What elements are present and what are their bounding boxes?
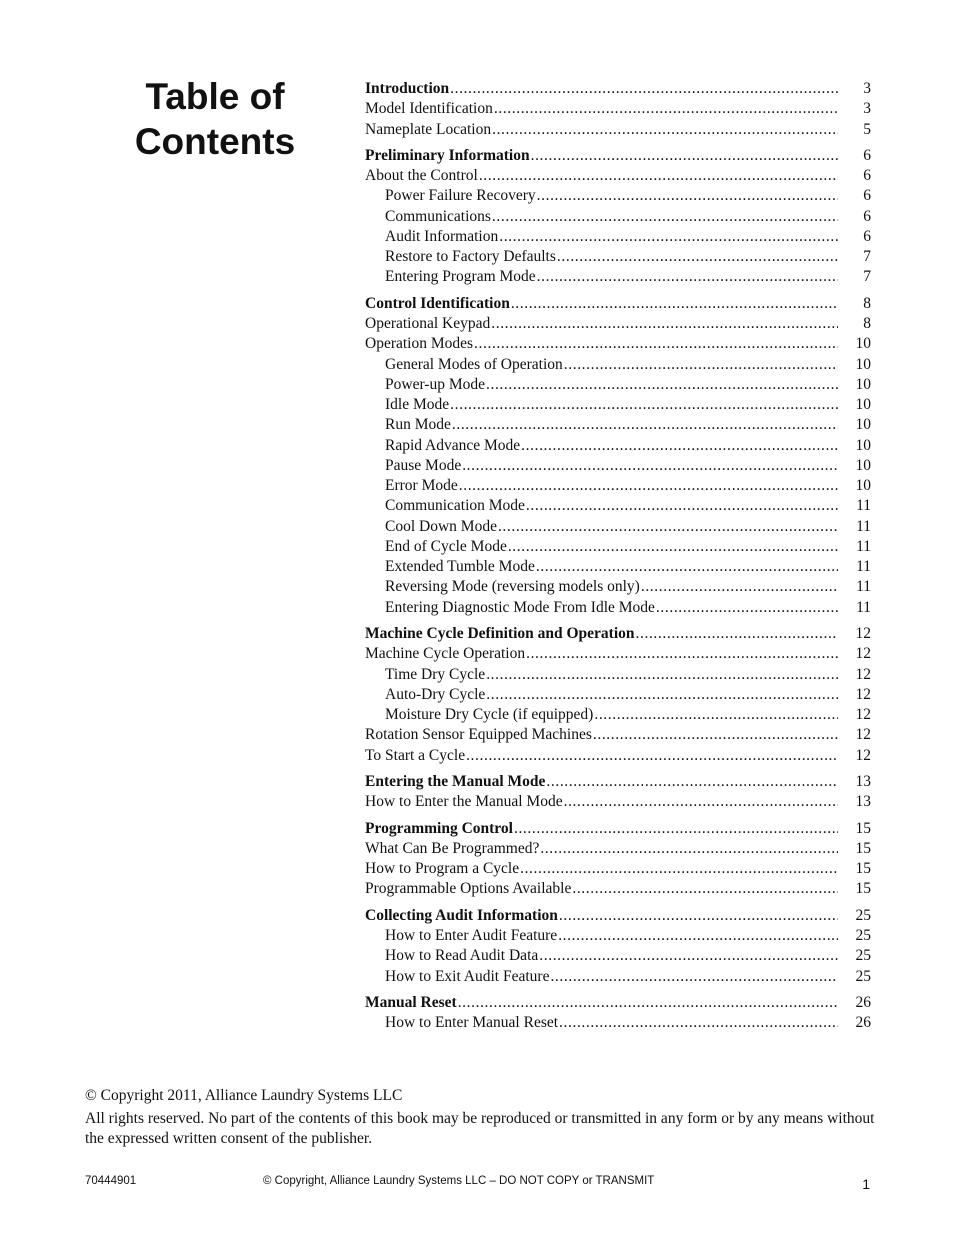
toc-entry[interactable] [365,537,871,557]
dot-leader [494,99,838,119]
toc-entry-label: Operation Modes [365,335,474,353]
dot-leader [479,166,838,186]
dot-leader [450,395,838,415]
toc-entry[interactable] [365,436,871,456]
toc-entry-page: 15 [855,880,871,898]
toc-entry-label: Manual Reset [365,994,457,1012]
toc-entry-page: 7 [863,248,871,266]
toc-entry[interactable] [365,456,871,476]
toc-entry-label: Pause Mode [385,456,462,474]
dot-leader [641,577,838,597]
toc-entry-label: What Can Be Programmed? [365,839,540,857]
toc-entry-page: 6 [863,207,871,225]
page-number: 1 [862,1176,870,1192]
dot-leader [572,879,838,899]
toc-entry-label: How to Enter Audit Feature [385,927,558,945]
dot-leader [594,705,838,725]
dot-leader [531,146,838,166]
toc-entry-label: Error Mode [385,477,458,495]
toc-entry[interactable] [365,839,871,859]
toc-entry-label: Restore to Factory Defaults [385,248,556,266]
toc-entry-label: General Modes of Operation [385,355,563,373]
toc-entry-label: Reversing Mode (reversing models only) [385,578,640,596]
toc-entry[interactable] [365,577,871,597]
dot-leader [491,314,838,334]
toc-entry-label: Entering Program Mode [385,268,536,286]
dot-leader [558,926,838,946]
toc-entry-label: Rapid Advance Mode [385,436,521,454]
toc-entry-page: 26 [855,994,871,1012]
toc-entry-label: Nameplate Location [365,120,492,138]
copyright-line: © Copyright 2011, Alliance Laundry Systems LLC [85,1087,403,1104]
dot-leader [520,859,838,879]
dot-leader [498,517,838,537]
toc-entry-label: How to Enter Manual Reset [385,1014,559,1032]
toc-entry[interactable] [365,746,871,766]
toc-entry-page: 10 [855,375,871,393]
dot-leader [526,496,838,516]
toc-entry-page: 11 [856,598,871,616]
toc-entry-label: Introduction [365,80,450,97]
toc-section [365,624,871,766]
toc-section-heading[interactable] [365,906,871,926]
toc-entry[interactable] [365,557,871,577]
dot-leader [452,415,838,435]
toc-entry-page: 12 [855,625,871,643]
toc-entry-page: 6 [863,227,871,245]
toc-entry-page: 11 [856,558,871,576]
dot-leader [636,624,838,644]
toc-entry[interactable] [365,227,871,247]
toc-entry-page: 15 [855,860,871,878]
dot-leader [492,207,838,227]
toc-entry-label: Auto-Dry Cycle [385,685,486,703]
toc-entry-page: 8 [863,315,871,333]
dot-leader [593,725,838,745]
dot-leader [486,665,838,685]
toc-entry-page: 26 [855,1014,871,1032]
toc-section-heading[interactable] [365,79,871,99]
toc-section-heading[interactable] [365,993,871,1013]
toc-entry-label: Power Failure Recovery [385,187,536,205]
rights-statement: All rights reserved. No part of the contents of this book may be reproduced or transmitted in any form or by any means without the expressed written consent of the publisher. [85,1110,875,1147]
dot-leader [492,120,838,140]
copyright-notice [85,1086,875,1149]
toc-entry[interactable] [365,967,871,987]
dot-leader [546,772,838,792]
toc-entry-page: 10 [855,477,871,495]
toc-entry[interactable] [365,355,871,375]
toc-entry-page: 11 [856,537,871,555]
toc-entry-label: Run Mode [385,416,451,434]
dot-leader [564,792,838,812]
dot-leader [511,294,838,314]
toc-entry-label: Model Identification [365,100,493,118]
toc-entry-label: Operational Keypad [365,315,491,333]
toc-entry[interactable] [365,644,871,664]
toc-entry[interactable] [365,314,871,334]
toc-entry-label: How to Program a Cycle [365,860,520,878]
toc-entry[interactable] [365,334,871,354]
toc-section-heading[interactable] [365,624,871,644]
dot-leader [536,557,838,577]
toc-entry-page: 25 [855,927,871,945]
dot-leader [559,1013,838,1033]
toc-entry-label: How to Enter the Manual Mode [365,793,563,811]
dot-leader [537,186,838,206]
dot-leader [656,598,838,618]
toc-entry-page: 12 [855,726,871,744]
toc-entry-label: Idle Mode [385,396,450,414]
toc-entry-page: 25 [855,906,871,924]
toc-entry[interactable] [365,946,871,966]
toc-entry-page: 12 [855,706,871,724]
toc-entry-label: Machine Cycle Definition and Operation [365,625,635,643]
toc-entry-label: How to Exit Audit Feature [385,967,550,985]
dot-leader [450,79,838,99]
toc-entry-label: Time Dry Cycle [385,665,486,683]
title-line-1: Table of [145,76,285,117]
dot-leader [466,746,838,766]
toc-entry-label: How to Read Audit Data [385,947,539,965]
toc-entry-label: End of Cycle Mode [385,537,507,555]
dot-leader [499,227,838,247]
toc-entry-page: 11 [856,517,871,535]
toc-section [365,819,871,900]
toc-entry-label: Entering the Manual Mode [365,773,546,790]
toc-entry[interactable] [365,166,871,186]
toc-section [365,772,871,813]
toc-entry-page: 15 [855,819,871,837]
dot-leader [526,644,838,664]
toc-entry-label: Entering Diagnostic Mode From Idle Mode [385,598,655,616]
toc-entry-page: 12 [855,746,871,764]
toc-section [365,906,871,987]
toc-entry-page: 11 [856,497,871,515]
toc-entry[interactable] [365,247,871,267]
toc-entry-page: 11 [856,578,871,596]
toc-section [365,294,871,618]
dot-leader [514,819,838,839]
toc-entry[interactable] [365,375,871,395]
page-title [100,74,330,164]
toc-entry-label: Power-up Mode [385,375,485,393]
dot-leader [474,334,838,354]
toc-section [365,79,871,140]
toc-entry[interactable] [365,879,871,899]
dot-leader [537,267,838,287]
dot-leader [458,993,838,1013]
toc-section [365,146,871,288]
toc-entry-page: 7 [863,268,871,286]
toc-entry-page: 10 [855,436,871,454]
toc-entry-page: 15 [855,839,871,857]
toc-entry-page: 8 [863,294,871,312]
toc-entry[interactable] [365,415,871,435]
toc-entry[interactable] [365,120,871,140]
toc-entry-label: Collecting Audit Information [365,906,558,924]
dot-leader [557,247,838,267]
toc-entry-label: Programmable Options Available [365,880,572,898]
toc-section-heading[interactable] [365,819,871,839]
toc-entry-page: 6 [863,146,871,164]
toc-entry-page: 10 [855,416,871,434]
toc-entry[interactable] [365,665,871,685]
dot-leader [521,436,838,456]
toc-section-heading[interactable] [365,146,871,166]
dot-leader [459,476,838,496]
dot-leader [462,456,838,476]
dot-leader [564,355,838,375]
toc-entry[interactable] [365,792,871,812]
toc-entry[interactable] [365,725,871,745]
toc-entry-page: 12 [855,645,871,663]
toc-entry-label: Communications [385,207,491,225]
toc-entry-label: Cool Down Mode [385,517,497,535]
toc-entry-page: 5 [863,120,871,138]
dot-leader [540,839,838,859]
toc-entry-label: Audit Information [385,227,499,245]
dot-leader [486,685,838,705]
toc-entry-label: Preliminary Information [365,146,530,164]
toc-section-heading[interactable] [365,294,871,314]
table-of-contents [365,79,871,1040]
dot-leader [550,967,838,987]
toc-entry-page: 10 [855,396,871,414]
toc-entry[interactable] [365,267,871,287]
toc-entry-label: About the Control [365,167,478,185]
toc-entry[interactable] [365,517,871,537]
dot-leader [486,375,838,395]
toc-entry-page: 3 [863,80,871,97]
document-number: 70444901 [85,1175,137,1187]
title-line-2: Contents [134,121,296,162]
toc-entry[interactable] [365,685,871,705]
toc-entry-label: Programming Control [365,819,513,837]
toc-entry[interactable] [365,395,871,415]
toc-entry-label: Rotation Sensor Equipped Machines [365,726,592,744]
toc-entry[interactable] [365,705,871,725]
toc-entry-label: Control Identification [365,294,510,312]
toc-entry[interactable] [365,1013,871,1033]
toc-entry-label: Moisture Dry Cycle (if equipped) [385,706,594,724]
toc-entry[interactable] [365,859,871,879]
toc-entry-page: 13 [855,773,871,790]
dot-leader [539,946,838,966]
toc-entry[interactable] [365,99,871,119]
toc-entry-label: Communication Mode [385,497,525,515]
toc-entry-page: 6 [863,187,871,205]
toc-entry-page: 6 [863,167,871,185]
toc-entry-page: 10 [855,456,871,474]
toc-entry-page: 3 [863,100,871,118]
toc-entry-page: 25 [855,947,871,965]
toc-entry-page: 10 [855,335,871,353]
toc-entry[interactable] [365,598,871,618]
toc-entry-label: To Start a Cycle [365,746,466,764]
toc-section [365,993,871,1034]
toc-entry-page: 25 [855,967,871,985]
toc-entry-page: 13 [855,793,871,811]
toc-entry[interactable] [365,926,871,946]
footer-copyright-notice: © Copyright, Alliance Laundry Systems LLC – DO NOT COPY or TRANSMIT [263,1175,655,1187]
toc-entry[interactable] [365,476,871,496]
toc-entry-page: 12 [855,665,871,683]
toc-entry[interactable] [365,207,871,227]
toc-section-heading[interactable] [365,772,871,792]
page-footer [85,1172,870,1196]
toc-entry-label: Machine Cycle Operation [365,645,526,663]
toc-entry[interactable] [365,496,871,516]
toc-entry[interactable] [365,186,871,206]
toc-entry-page: 12 [855,685,871,703]
toc-entry-page: 10 [855,355,871,373]
toc-entry-label: Extended Tumble Mode [385,558,535,576]
dot-leader [559,906,838,926]
dot-leader [508,537,838,557]
